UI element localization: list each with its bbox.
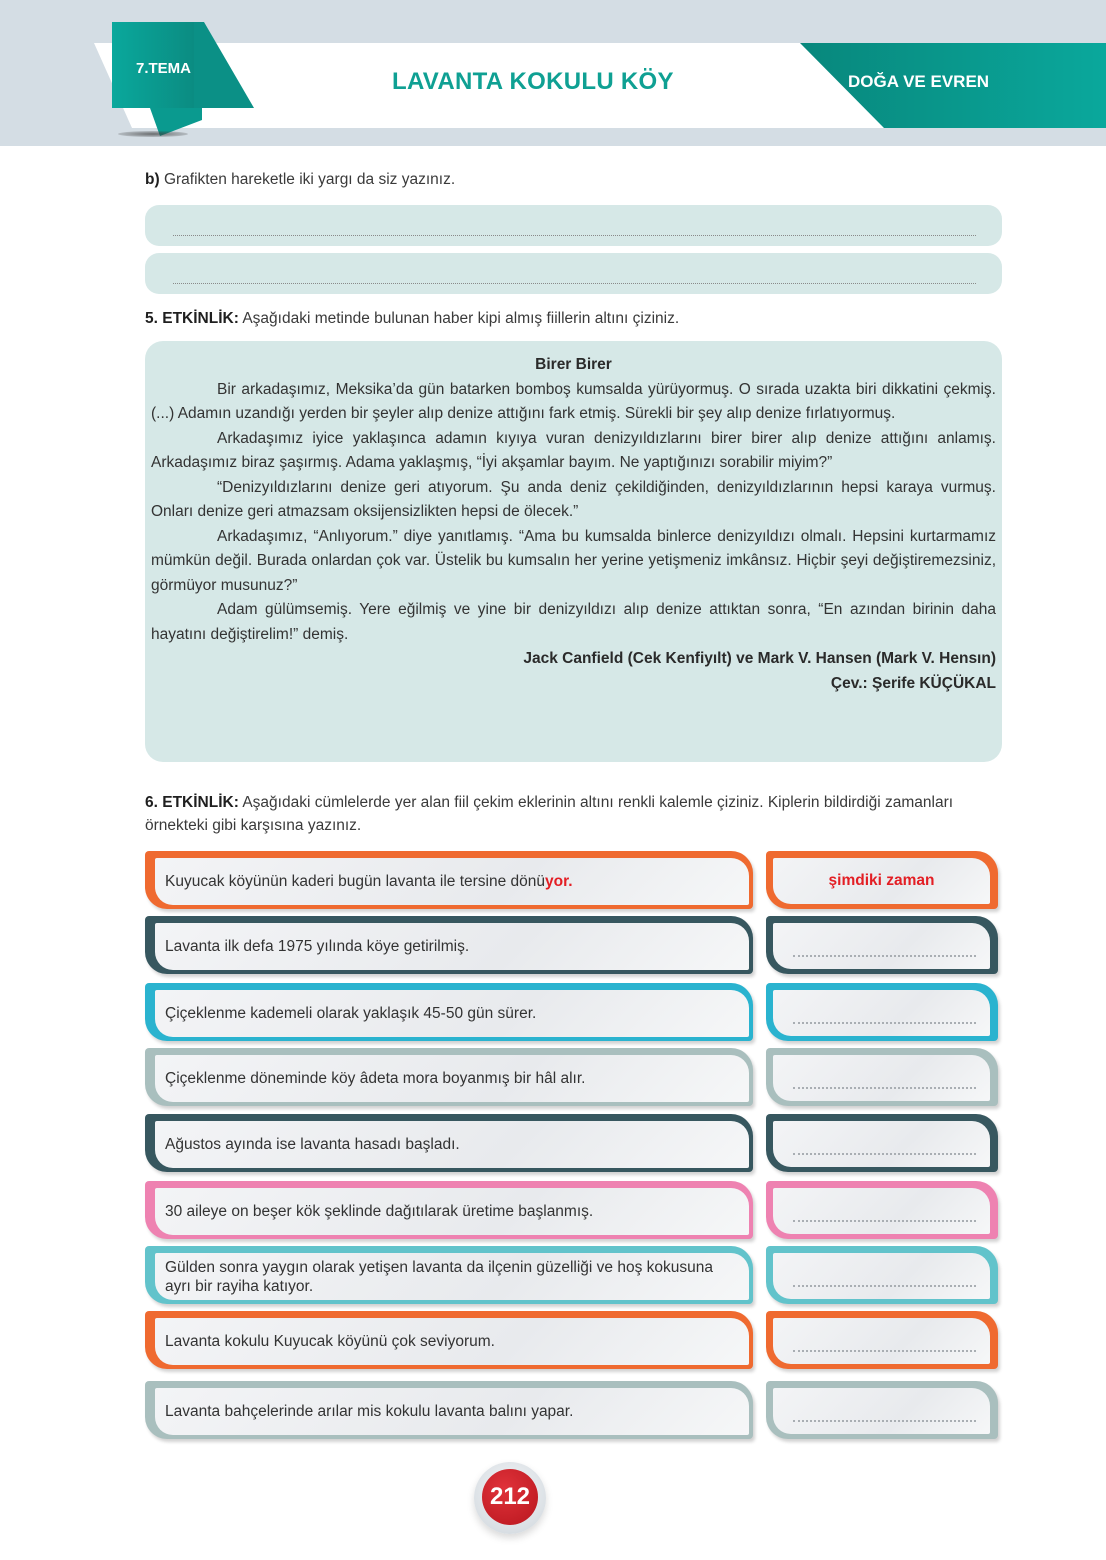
sentence-card bbox=[145, 916, 753, 974]
sentence-panel bbox=[155, 1055, 749, 1102]
answer-panel[interactable] bbox=[773, 1188, 990, 1234]
story-author: Jack Canfield (Cek Kenfiyılt) ve Mark V. Hansen (Mark V. Hensın) bbox=[523, 650, 996, 667]
sentence-text bbox=[165, 1055, 737, 1102]
answer-panel[interactable] bbox=[773, 923, 990, 969]
answer-dotted-line[interactable] bbox=[793, 1153, 976, 1155]
sentence-panel bbox=[155, 858, 749, 905]
answer-line-1[interactable] bbox=[145, 205, 1002, 246]
sentence-card bbox=[145, 1311, 753, 1369]
story-translator: Çev.: Şerife KÜÇÜKAL bbox=[830, 674, 996, 692]
answer-dotted-line[interactable] bbox=[793, 1087, 976, 1089]
sentence-card bbox=[145, 1381, 753, 1439]
sentence-text bbox=[165, 1318, 737, 1365]
sentence-text bbox=[165, 1121, 737, 1168]
answer-card[interactable] bbox=[766, 1181, 998, 1239]
part-b-question bbox=[145, 171, 455, 189]
answer-panel[interactable] bbox=[773, 1318, 990, 1364]
sentence: 30 aileye on beşer kök şeklinde dağıtılarak üretime başlanmış. bbox=[165, 1203, 594, 1220]
answer-card[interactable] bbox=[766, 1381, 998, 1439]
sentence: Lavanta bahçelerinde arılar mis kokulu lavanta balını yapar. bbox=[165, 1403, 574, 1420]
sentence: Ağustos ayında ise lavanta hasadı başladı. bbox=[165, 1136, 460, 1153]
answer-card[interactable] bbox=[766, 1114, 998, 1172]
sentence-panel bbox=[155, 1253, 749, 1300]
sentence-panel bbox=[155, 1188, 749, 1235]
theme-name: DOĞA VE EVREN bbox=[848, 72, 990, 91]
sentence-text bbox=[165, 923, 737, 970]
sentence-panel bbox=[155, 1121, 749, 1168]
activity-6-heading bbox=[145, 791, 1005, 837]
sentence-card bbox=[145, 851, 753, 909]
sentence-panel bbox=[155, 1318, 749, 1365]
sentence-card bbox=[145, 983, 753, 1041]
story-paragraph: Bir arkadaşımız, Meksika’da gün batarken bomboş kumsalda yürüyormuş. O sırada uzakta biri dikkatini çekmiş. (...) Adamın uzandığı yerden bir şeyler alıp denize attığını fark etmiş. Sürekli bir şey alıp denize fırlatıyormuş. bbox=[151, 380, 996, 422]
answer-card[interactable] bbox=[766, 851, 998, 909]
sentence-text bbox=[165, 1388, 737, 1435]
highlighted-suffix: yor. bbox=[545, 873, 573, 890]
answer-panel[interactable] bbox=[773, 1253, 990, 1299]
story-title: Birer Birer bbox=[535, 356, 612, 373]
sentence: Kuyucak köyünün kaderi bugün lavanta ile tersine dönü bbox=[165, 873, 546, 890]
answer-dotted-line[interactable] bbox=[793, 1220, 976, 1222]
answer-card[interactable] bbox=[766, 1311, 998, 1369]
page-number: 212 bbox=[482, 1469, 538, 1525]
theme-tab-shadow bbox=[118, 131, 188, 137]
sentence-text bbox=[165, 990, 737, 1037]
sentence-panel bbox=[155, 990, 749, 1037]
part-b-label: b) bbox=[145, 171, 160, 188]
answer-panel[interactable] bbox=[773, 1388, 990, 1434]
story-paragraph: Adam gülümsemiş. Yere eğilmiş ve yine bir denizyıldızı alıp denize attıktan sonra, “En azından birinin daha hayatını değiştirelim!” demiş. bbox=[151, 601, 996, 643]
answer-card[interactable] bbox=[766, 983, 998, 1041]
answer-panel[interactable] bbox=[773, 1121, 990, 1167]
answer-panel[interactable] bbox=[773, 990, 990, 1036]
sentence-panel bbox=[155, 1388, 749, 1435]
answer-panel[interactable] bbox=[773, 1055, 990, 1101]
sentence-text bbox=[165, 1253, 737, 1300]
answer-dotted-line[interactable] bbox=[793, 1350, 976, 1352]
story-paragraph: Arkadaşımız, “Anlıyorum.” diye yanıtlamış. “Ama bu kumsalda binlerce denizyıldızı olmalı. Hepsini kurtarmamız mümkün değil. Burada onlardan çok var. Üstelik bu kumsalın her yerine yetişmeniz imkânsız. Hiçbir şeyi değiştiremezsiniz, görmüyor musunuz?” bbox=[151, 527, 996, 594]
sentence: Gülden sonra yaygın olarak yetişen lavanta da ilçenin güzelliği ve hoş kokusuna ayrı bir rayiha katıyor. bbox=[165, 1258, 714, 1295]
answer-dotted-line[interactable] bbox=[793, 1022, 976, 1024]
sentence: Lavanta kokulu Kuyucak köyünü çok seviyorum. bbox=[165, 1333, 495, 1350]
answer-dotted-line[interactable] bbox=[793, 955, 976, 957]
dotted-line bbox=[173, 283, 976, 284]
activity-5-prompt: Aşağıdaki metinde bulunan haber kipi almış fiillerin altını çiziniz. bbox=[242, 310, 680, 327]
answer-line-2[interactable] bbox=[145, 253, 1002, 294]
sentence: Lavanta ilk defa 1975 yılında köye getirilmiş. bbox=[165, 938, 470, 955]
sentence-text bbox=[165, 858, 737, 905]
activity-6-prompt: Aşağıdaki cümlelerde yer alan fiil çekim eklerinin altını renkli kalemle çiziniz. Kiplerin bildirdiği zamanları örnekteki gibi karşısına yazınız. bbox=[145, 794, 954, 834]
page-title: LAVANTA KOKULU KÖY bbox=[392, 68, 674, 95]
sentence-card bbox=[145, 1048, 753, 1106]
answer-card[interactable] bbox=[766, 1246, 998, 1304]
sentence-text bbox=[165, 1188, 737, 1235]
page-number-badge bbox=[474, 1462, 546, 1534]
part-b-prompt: Grafikten hareketle iki yargı da siz yazınız. bbox=[163, 171, 456, 188]
activity-5-heading bbox=[145, 310, 679, 328]
answer-card[interactable] bbox=[766, 916, 998, 974]
theme-number: 7.TEMA bbox=[136, 60, 192, 77]
sentence: Çiçeklenme döneminde köy âdeta mora boyanmış bir hâl alır. bbox=[165, 1070, 586, 1087]
sentence-panel bbox=[155, 923, 749, 970]
story-paragraph: Arkadaşımız iyice yaklaşınca adamın kıyıya vuran denizyıldızlarını birer birer alıp denize attığını anlamış. Arkadaşımız biraz şaşırmış. Adama yaklaşmış, “İyi akşamlar bayım. Ne yaptığınızı sorabilir miyim?” bbox=[151, 429, 996, 471]
story-box bbox=[145, 341, 1002, 762]
sentence: Çiçeklenme kademeli olarak yaklaşık 45-50 gün sürer. bbox=[165, 1005, 537, 1022]
answer-dotted-line[interactable] bbox=[793, 1420, 976, 1422]
sentence-card bbox=[145, 1181, 753, 1239]
answer-text: şimdiki zaman bbox=[828, 872, 935, 889]
sentence-card bbox=[145, 1246, 753, 1304]
activity-5-label: 5. ETKİNLİK: bbox=[145, 310, 239, 327]
activity-6-label: 6. ETKİNLİK: bbox=[145, 794, 239, 811]
story-paragraph: “Denizyıldızlarını denize geri atıyorum. Şu anda deniz çekildiğinden, denizyıldızlarının hepsi karaya vurmuş. Onları denize geri atmazsam oksijensizlikten hepsi de ölecek.” bbox=[151, 478, 996, 520]
sentence-card bbox=[145, 1114, 753, 1172]
answer-panel[interactable] bbox=[773, 858, 990, 904]
dotted-line bbox=[173, 235, 976, 236]
answer-dotted-line[interactable] bbox=[793, 1285, 976, 1287]
answer-card[interactable] bbox=[766, 1048, 998, 1106]
